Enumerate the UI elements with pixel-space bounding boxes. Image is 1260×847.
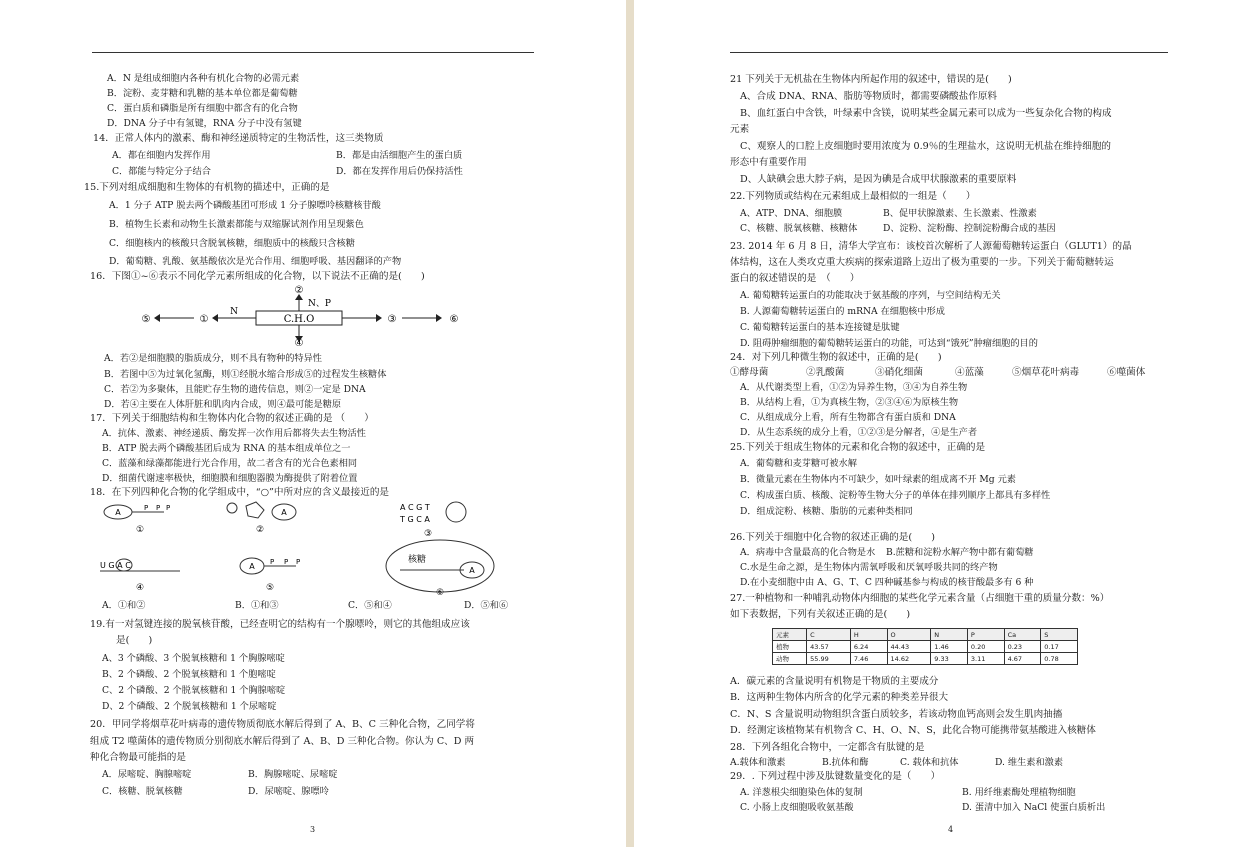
ribose-label: 核糖 (408, 555, 427, 565)
table-cell: 14.62 (887, 653, 931, 665)
table-header-cell: H (850, 629, 887, 641)
q17-option-c: C．蓝藻和绿藻都能进行光合作用，故二者含有的光合色素相同 (102, 458, 358, 469)
page-4 (634, 0, 1260, 847)
base-a6: A (469, 566, 475, 575)
table-header-cell: 元素 (773, 629, 807, 641)
q24-option-a: A．从代谢类型上看，①②为异养生物，③④为自养生物 (740, 382, 968, 393)
q21-stem: 21 下列关于无机盐在生物体内所起作用的叙述中，错误的是( ) (730, 74, 1012, 85)
q21-option-c: C、观察人的口腔上皮细胞时要用浓度为 0.9％的生理盐水，这说明无机盐在维持细胞的 (740, 141, 1112, 152)
p5b: P (284, 558, 289, 566)
q16-diagram (132, 284, 472, 346)
label-6: ⑥ (435, 588, 445, 596)
q13-option-d: D．DNA 分子中有氢键，RNA 分子中没有氢键 (107, 118, 302, 129)
q23-option-a: A. 葡萄糖转运蛋白的功能取决于氨基酸的序列，与空间结构无关 (740, 290, 1001, 301)
q16-option-d: D．若④主要在人体肝脏和肌肉内合成，则④最可能是糖原 (104, 399, 342, 410)
page-number: 3 (310, 825, 316, 834)
q27-option-d: D．经测定该植物某有机物含 C、H、O、N、S，此化合物可能携带氨基酸进入核糖体 (730, 725, 1096, 736)
q18-diagram (100, 498, 510, 596)
page-3 (0, 0, 626, 847)
q24-item-5: ⑤烟草花叶病毒 (1012, 367, 1080, 378)
base-a1: A (115, 508, 121, 517)
q15-stem: 15.下列对组成细胞和生物体的有机物的描述中，正确的是 (84, 182, 330, 193)
q19-option-a: A、3 个磷酸、3 个脱氧核糖和 1 个胸腺嘧啶 (102, 653, 285, 664)
q18-stem: 18．在下列四种化合物的化学组成中，“○”中所对应的含义最接近的是 (90, 487, 390, 498)
label-4: ④ (135, 583, 145, 593)
seq-4: U G A C (100, 561, 131, 570)
q18-option-b: B．①和③ (235, 600, 279, 611)
q28-option-a: A.载体和激素 (730, 757, 786, 768)
q19-stem-cont: 是( ) (116, 635, 153, 646)
q23-stem-2: 体结构，这在人类攻克重大疾病的探索道路上迈出了极为重要的一步。下列关于葡萄糖转运 (730, 257, 1114, 268)
q23-stem: 23. 2014 年 6 月 8 日，清华大学宣布：该校首次解析了人源葡萄糖转运蛋白（GLUT1）的晶 (730, 241, 1132, 252)
node-4: ④ (294, 338, 304, 346)
n-label: N (230, 307, 238, 317)
q16-option-a: A．若②是细胞膜的脂质成分，则不具有物种的特异性 (104, 353, 322, 364)
q24-option-c: C．从组成成分上看，所有生物都含有蛋白质和 DNA (740, 412, 956, 423)
table-cell: 3.11 (967, 653, 1004, 665)
q28-option-c: C. 载体和抗体 (900, 757, 959, 768)
q23-option-b: B. 人源葡萄糖转运蛋白的 mRNA 在细胞核中形成 (740, 306, 945, 317)
p1b: P (156, 504, 161, 512)
q27-option-c: C．N、S 含量说明动物组织含蛋白质较多，若该动物血钙高则会发生肌肉抽搐 (730, 709, 1063, 720)
q18-option-d: D．⑤和⑥ (464, 600, 509, 611)
seq-top: A C G T (400, 503, 430, 512)
table-cell: 9.33 (931, 653, 968, 665)
q28-stem: 28．下列各组化合物中，一定都含有肽键的是 (730, 742, 925, 753)
q21-option-b-cont: 元素 (730, 124, 750, 135)
q17-option-a: A．抗体、激素、神经递质、酶发挥一次作用后都将失去生物活性 (102, 428, 366, 439)
q26-option-d: D.在小麦细胞中由 A、G、T、C 四种碱基参与构成的核苷酸最多有 6 种 (740, 577, 1034, 588)
q17-option-b: B．ATP 脱去两个磷酸基团后成为 RNA 的基本组成单位之一 (102, 443, 351, 454)
p5c: P (296, 558, 301, 566)
table-cell: 0.20 (967, 641, 1004, 653)
np-label: N、P (308, 299, 331, 309)
q27-option-b: B．这两种生物体内所含的化学元素的种类差异很大 (730, 692, 949, 703)
table-cell: 55.99 (807, 653, 851, 665)
p5a: P (270, 558, 275, 566)
table-cell: 0.23 (1004, 641, 1041, 653)
node-3: ③ (387, 314, 397, 325)
q29-option-b: B. 用纤维素酶处理植物细胞 (962, 787, 1076, 798)
q21-option-c-cont: 形态中有重要作用 (730, 157, 807, 168)
node-6: ⑥ (449, 314, 459, 325)
node-2: ② (294, 285, 304, 296)
q29-option-d: D. 蛋清中加入 NaCl 使蛋白质析出 (962, 802, 1106, 813)
q14-option-c: C．都能与特定分子结合 (112, 166, 211, 177)
q15-option-a: A．1 分子 ATP 脱去两个磷酸基团可形成 1 分子腺嘌呤核糖核苷酸 (109, 200, 381, 211)
q24-item-2: ②乳酸菌 (806, 367, 845, 378)
table-cell: 1.46 (931, 641, 968, 653)
q22-option-b: B、促甲状腺激素、生长激素、性激素 (883, 208, 1037, 219)
q14-option-a: A．都在细胞内发挥作用 (112, 150, 211, 161)
table-header-cell: C (807, 629, 851, 641)
table-header-cell: Ca (1004, 629, 1041, 641)
q14-option-b: B．都是由活细胞产生的蛋白质 (336, 150, 463, 161)
q27-stem-2: 如下表数据，下列有关叙述正确的是( ) (730, 609, 911, 620)
q16-option-b: B．若图中⑤为过氧化氢酶，则①经脱水缩合形成⑤的过程发生核糖体 (104, 369, 387, 380)
table-row (773, 653, 1078, 665)
q25-option-b: B．微量元素在生物体内不可缺少，如叶绿素的组成离不开 Mg 元素 (740, 474, 1016, 485)
circle-3 (446, 502, 466, 522)
header-rule (730, 52, 1168, 53)
q23-stem-3: 蛋白的叙述错误的是 （ ） (730, 273, 860, 284)
q19-option-b: B、2 个磷酸、2 个脱氧核糖和 1 个胞嘧啶 (102, 669, 276, 680)
q26-option-c: C.水是生命之源，是生物体内需氧呼吸和厌氧呼吸共同的终产物 (740, 562, 998, 573)
q18-option-a: A．①和② (102, 600, 146, 611)
node-5: ⑤ (141, 314, 151, 325)
q15-option-d: D．葡萄糖、乳酸、氨基酸依次是光合作用、细胞呼吸、基因翻译的产物 (109, 256, 402, 267)
table-header-cell: N (931, 629, 968, 641)
q27-element-table (772, 628, 1078, 665)
table-cell: 0.17 (1041, 641, 1078, 653)
q15-option-b: B．植物生长素和动物生长激素都能与双缩脲试剂作用呈现紫色 (109, 219, 364, 230)
q18-option-c: C．⑤和④ (348, 600, 392, 611)
q19-option-c: C、2 个磷酸、2 个脱氧核糖和 1 个胸腺嘧啶 (102, 685, 286, 696)
q16-option-c: C．若②为多聚体，且能贮存生物的遗传信息，则②一定是 DNA (104, 384, 366, 395)
q13-option-a: A．N 是组成细胞内各种有机化合物的必需元素 (107, 73, 300, 84)
label-2: ② (255, 525, 265, 535)
q22-option-a: A、ATP、DNA、细胞膜 (740, 208, 843, 219)
table-header-cell: P (967, 629, 1004, 641)
q29-stem: 29．. 下列过程中涉及肽键数量变化的是（ ） (730, 771, 941, 782)
q23-option-c: C. 葡萄糖转运蛋白的基本连接键是肽键 (740, 322, 900, 333)
p1: P (144, 504, 149, 512)
q24-option-d: D．从生态系统的成分上看，①②③是分解者，④是生产者 (740, 427, 978, 438)
arrowhead-right-2 (436, 314, 442, 322)
q13-option-b: B．淀粉、麦芽糖和乳糖的基本单位都是葡萄糖 (107, 88, 298, 99)
q24-item-4: ④蓝藻 (955, 367, 984, 378)
base-a2: A (281, 508, 287, 517)
q24-item-6: ⑥噬菌体 (1107, 367, 1146, 378)
q24-item-1: ①酵母菌 (730, 367, 769, 378)
q24-stem: 24．对下列几种微生物的叙述中，正确的是( ) (730, 352, 942, 363)
q28-option-b: B.抗体和酶 (822, 757, 869, 768)
q19-option-d: D、2 个磷酸、2 个脱氧核糖和 1 个尿嘧啶 (102, 701, 277, 712)
center-label: C.H.O (283, 314, 315, 325)
q21-option-d: D、人缺碘会患大脖子病，是因为碘是合成甲状腺激素的重要原料 (740, 174, 1017, 185)
q25-option-a: A．葡萄糖和麦芽糖可被水解 (740, 458, 857, 469)
q27-option-a: A．碳元素的含量说明有机物是干物质的主要成分 (730, 676, 939, 687)
q15-option-c: C．细胞核内的核酸只含脱氧核糖，细胞质中的核酸只含核糖 (109, 238, 355, 249)
q25-option-c: C．构成蛋白质、核酸、淀粉等生物大分子的单体在排列顺序上都具有多样性 (740, 490, 1051, 501)
p1c: P (166, 504, 171, 512)
q16-stem: 16．下图①~⑥表示不同化学元素所组成的化合物，以下说法不正确的是( ) (90, 271, 425, 282)
q27-stem: 27.一种植物和一种哺乳动物体内细胞的某些化学元素含量（占细胞干重的质量分数：%） (730, 593, 1110, 604)
arrowhead-left-1 (212, 314, 218, 322)
q17-option-d: D．细菌代谢速率极快，细胞膜和细胞器膜为酶提供了附着位置 (102, 473, 358, 484)
table-cell: 7.46 (850, 653, 887, 665)
table-row (773, 641, 1078, 653)
table-cell: 4.67 (1004, 653, 1041, 665)
q14-option-d: D．都在发挥作用后仍保持活性 (336, 166, 463, 177)
table-cell: 动物 (773, 653, 807, 665)
q23-option-d: D. 阻碍肿瘤细胞的葡萄糖转运蛋白的功能，可达到“饿死”肿瘤细胞的目的 (740, 338, 1038, 349)
q21-option-b: B、血红蛋白中含铁，叶绿素中含镁，说明某些金属元素可以成为一些复杂化合物的构成 (740, 108, 1112, 119)
label-1: ① (135, 525, 145, 535)
q26-stem: 26.下列关于细胞中化合物的叙述正确的是( ) (730, 532, 936, 543)
q26-option-a: A．病毒中含量最高的化合物是水 (740, 547, 876, 558)
ring-2a (227, 503, 237, 513)
table-cell: 43.57 (807, 641, 851, 653)
q24-option-b: B．从结构上看，①为真核生物，②③④⑥为原核生物 (740, 397, 959, 408)
q20-option-d: D．尿嘧啶、腺嘌呤 (248, 786, 329, 797)
table-cell: 44.43 (887, 641, 931, 653)
table-header-row (773, 629, 1078, 641)
table-cell: 0.78 (1041, 653, 1078, 665)
page-number: 4 (948, 825, 954, 834)
q28-option-d: D. 维生素和激素 (995, 757, 1064, 768)
q26-option-b: B.蔗糖和淀粉水解产物中都有葡萄糖 (886, 547, 1034, 558)
q29-option-c: C. 小肠上皮细胞吸收氨基酸 (740, 802, 854, 813)
ring-2b (246, 502, 264, 518)
q20-option-b: B．胸腺嘧啶、尿嘧啶 (248, 769, 338, 780)
q22-stem: 22.下列物质或结构在元素组成上最相似的一组是（ ） (730, 191, 976, 202)
q29-option-a: A. 洋葱根尖细胞染色体的复制 (740, 787, 863, 798)
base-a5: A (249, 562, 255, 571)
q20-stem-3: 种化合物最可能指的是 (90, 752, 186, 763)
q19-stem: 19.有一对氢键连接的脱氧核苷酸，已经查明它的结构有一个腺嘌呤，则它的其他组成应该 (90, 619, 470, 630)
seq-bottom: T G C A (400, 515, 430, 524)
q20-option-a: A．尿嘧啶、胸腺嘧啶 (102, 769, 192, 780)
q25-stem: 25.下列关于组成生物体的元素和化合物的叙述中，正确的是 (730, 442, 986, 453)
label-3: ③ (423, 529, 433, 539)
q20-stem: 20．甲同学将烟草花叶病毒的遗传物质彻底水解后得到了 A、B、C 三种化合物，乙同学将 (90, 719, 475, 730)
arrowhead-left-2 (154, 314, 160, 322)
q17-stem: 17．下列关于细胞结构和生物体内化合物的叙述正确的是 （ ） (90, 413, 374, 424)
table-header-cell: S (1041, 629, 1078, 641)
arrowhead-right-1 (376, 314, 382, 322)
big-circle-6 (386, 540, 494, 592)
table-header-cell: O (887, 629, 931, 641)
node-1: ① (199, 314, 209, 325)
q20-option-c: C．核糖、脱氧核糖 (102, 786, 183, 797)
table-cell: 植物 (773, 641, 807, 653)
header-rule (92, 52, 534, 53)
q22-option-d: D、淀粉、淀粉酶、控制淀粉酶合成的基因 (883, 223, 1056, 234)
page-gutter (626, 0, 634, 847)
q24-item-3: ③硝化细菌 (875, 367, 923, 378)
q22-option-c: C、核糖、脱氧核糖、核糖体 (740, 223, 858, 234)
q13-option-c: C．蛋白质和磷脂是所有细胞中都含有的化合物 (107, 103, 298, 114)
q21-option-a: A、合成 DNA、RNA、脂肪等物质时，都需要磷酸盐作原料 (740, 91, 998, 102)
q14-stem: 14．正常人体内的激素、酶和神经递质特定的生物活性，这三类物质 (93, 133, 384, 144)
table-cell: 6.24 (850, 641, 887, 653)
label-5: ⑤ (265, 583, 275, 593)
q25-option-d: D．组成淀粉、核糖、脂肪的元素种类相同 (740, 506, 913, 517)
q20-stem-2: 组成 T2 噬菌体的遗传物质分别彻底水解后得到了 A、B、D 三种化合物。你认为 C、D 两 (90, 736, 475, 747)
